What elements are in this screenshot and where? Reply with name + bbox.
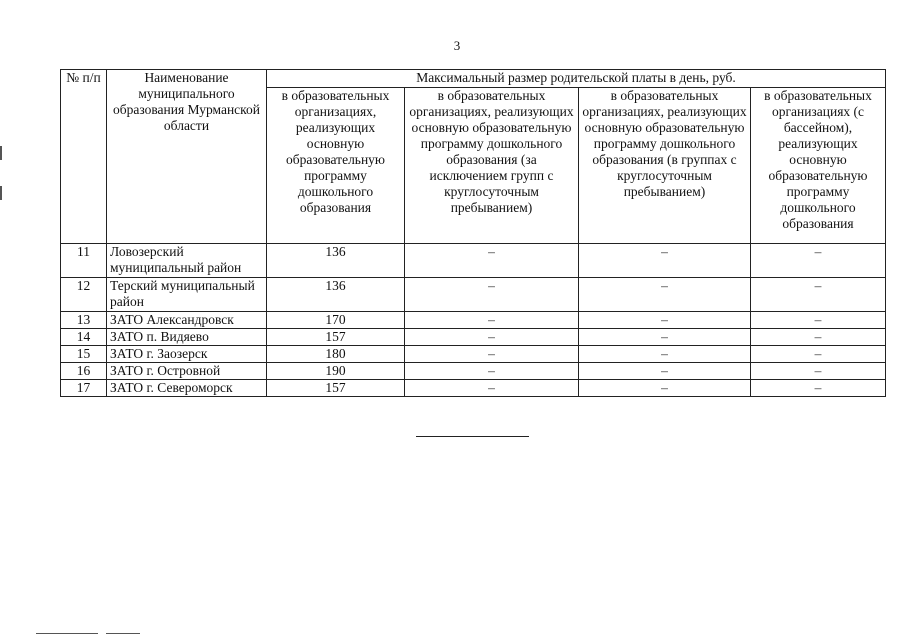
fee-dash: – [579,278,751,312]
municipality-name: ЗАТО Александровск [107,312,267,329]
municipality-name: ЗАТО п. Видяево [107,329,267,346]
table-row [61,312,886,329]
fee-dash: – [751,329,886,346]
fee-dash: – [751,244,886,278]
fee-dash: – [579,312,751,329]
scan-mark [106,633,140,634]
fee-dash: – [751,363,886,380]
table-row [61,363,886,380]
fee-dash: – [405,244,579,278]
fee-dash: – [751,346,886,363]
row-number: 13 [61,312,107,329]
fee-dash: – [579,244,751,278]
end-separator-line [416,436,529,437]
scan-mark [0,186,2,200]
fee-dash: – [579,329,751,346]
row-number: 16 [61,363,107,380]
fee-value: 157 [267,329,405,346]
column-header-excluding-24h-groups: в образовательных организациях, реализующих основную образовательную программу дошкольного образования (за исключением групп с круглосуточным пребыванием) [405,88,579,244]
fee-value: 136 [267,278,405,312]
column-header-municipality: Наименование муниципального образования Мурманской области [107,70,267,244]
parental-fee-table [60,69,886,397]
row-number: 11 [61,244,107,278]
fee-value: 170 [267,312,405,329]
fee-value: 157 [267,380,405,397]
municipality-name: ЗАТО г. Островной [107,363,267,380]
fee-dash: – [579,346,751,363]
table-row [61,346,886,363]
table-row [61,329,886,346]
table-row [61,278,886,312]
row-number: 17 [61,380,107,397]
fee-dash: – [405,363,579,380]
fee-dash: – [405,278,579,312]
page-number: 3 [453,38,461,53]
column-header-basic-program: в образовательных организациях, реализующих основную образовательную программу дошкольного образования [267,88,405,244]
row-number: 15 [61,346,107,363]
fee-value: 136 [267,244,405,278]
fee-dash: – [751,278,886,312]
scan-mark [0,146,2,160]
fee-dash: – [405,380,579,397]
fee-dash: – [579,380,751,397]
municipality-name: Ловозерский муниципальный район [107,244,267,278]
municipality-name: Терский муниципальный район [107,278,267,312]
municipality-name: ЗАТО г. Североморск [107,380,267,397]
fee-value: 190 [267,363,405,380]
fee-value: 180 [267,346,405,363]
fee-dash: – [751,312,886,329]
row-number: 14 [61,329,107,346]
table-row [61,244,886,278]
table-row [61,380,886,397]
fee-dash: – [405,329,579,346]
scan-mark [36,633,98,634]
row-number: 12 [61,278,107,312]
fee-dash: – [579,363,751,380]
fee-dash: – [405,312,579,329]
column-header-number: № п/п [61,70,107,244]
column-group-header-max-fee: Максимальный размер родительской платы в день, руб. [267,70,886,88]
municipality-name: ЗАТО г. Заозерск [107,346,267,363]
fee-dash: – [405,346,579,363]
column-header-24h-groups: в образовательных организациях, реализующих основную образовательную программу дошкольного образования (в группах с круглосуточным пребыванием) [579,88,751,244]
column-header-with-pool: в образовательных организациях (с бассейном), реализующих основную образовательную программу дошкольного образования [751,88,886,244]
fee-dash: – [751,380,886,397]
